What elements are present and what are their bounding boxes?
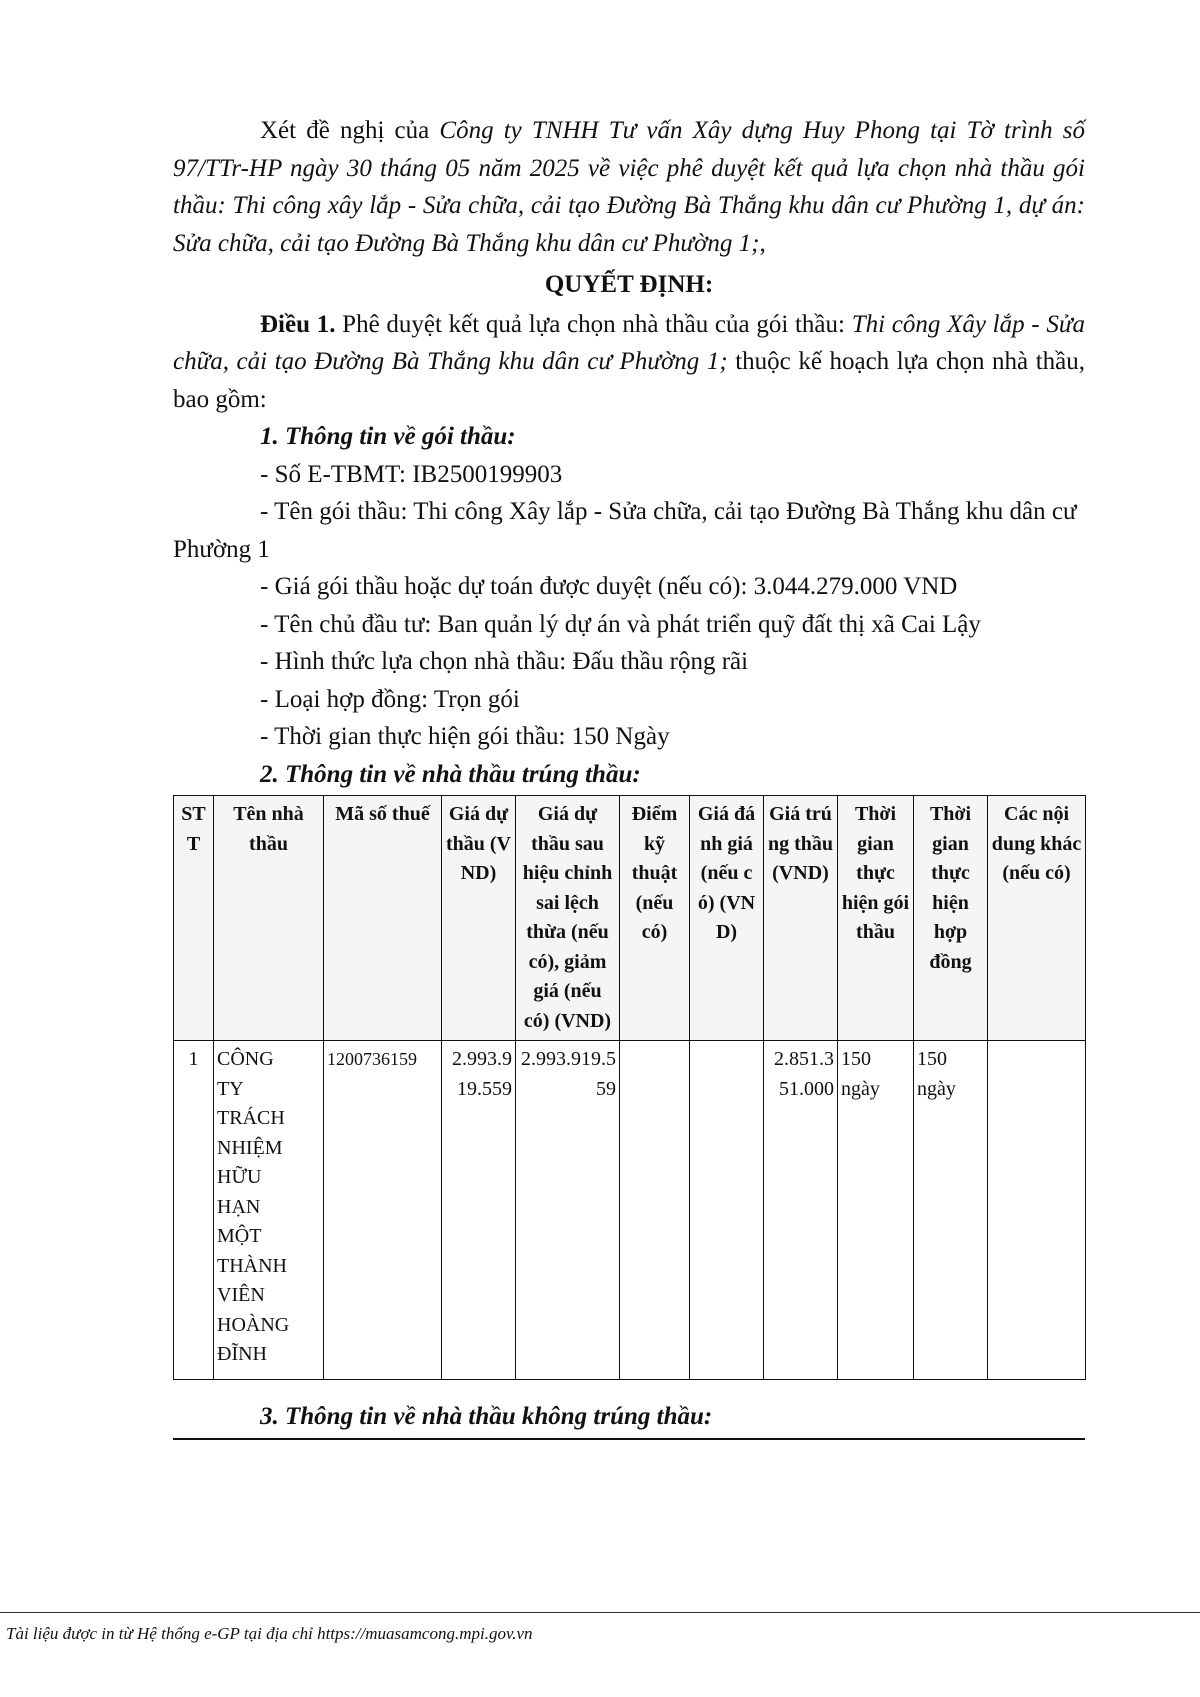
cell-name: CÔNG TY TRÁCH NHIỆM HỮU HẠN MỘT THÀNH VIÊN HOÀNG ĐĨNH xyxy=(214,1041,324,1380)
cell-stt: 1 xyxy=(174,1041,214,1380)
cell-bid: 2.993.919.559 xyxy=(442,1041,516,1380)
package-investor: - Tên chủ đầu tư: Ban quản lý dự án và phát triển quỹ đất thị xã Cai Lậy xyxy=(260,610,981,638)
intro-lead: Xét đề nghị của xyxy=(260,117,440,144)
col-stt: STT xyxy=(174,796,214,1041)
col-time-contract: Thời gian thực hiện hợp đồng xyxy=(914,796,988,1041)
winning-bidder-table xyxy=(173,795,1086,1380)
col-eval-price: Giá đánh giá (nếu có) (VND) xyxy=(690,796,764,1041)
col-tax: Mã số thuế xyxy=(324,796,442,1041)
package-duration: - Thời gian thực hiện gói thầu: 150 Ngày xyxy=(260,723,670,750)
package-etbmt: - Số E-TBMT: IB2500199903 xyxy=(260,460,563,488)
col-other: Các nội dung khác (nếu có) xyxy=(988,796,1086,1041)
col-time-package: Thời gian thực hiện gói thầu xyxy=(838,796,914,1041)
section-2-heading: 2. Thông tin về nhà thầu trúng thầu: xyxy=(260,760,641,788)
cell-bid-adjusted: 2.993.919.559 xyxy=(516,1041,620,1380)
col-bid-adjusted: Giá dự thầu sau hiệu chỉnh sai lệch thừa (nếu có), giảm giá (nếu có) (VND) xyxy=(516,796,620,1041)
footer-divider xyxy=(0,1612,1200,1613)
footer-note: Tài liệu được in từ Hệ thống e-GP tại địa chỉ https://muasamcong.mpi.gov.vn xyxy=(6,1624,533,1643)
intro-paragraph xyxy=(173,112,1085,262)
article-1-label: Điều 1. xyxy=(260,310,336,338)
col-bid: Giá dự thầu (VND) xyxy=(442,796,516,1041)
intro-tail: , xyxy=(759,229,766,257)
article-1-text1: Phê duyệt kết quả lựa chọn nhà thầu của gói thầu: xyxy=(335,310,852,338)
article-1-italic: Thi công Xây lắp - Sửa chữa, cải tạo Đường Bà Thắng khu dân cư Phường 1; xyxy=(173,310,1085,375)
cell-eval-price xyxy=(690,1041,764,1380)
cell-time-package: 150 ngày xyxy=(838,1041,914,1380)
package-price: - Giá gói thầu hoặc dự toán được duyệt (nếu có): 3.044.279.000 VND xyxy=(260,573,958,600)
col-win-price: Giá trúng thầu (VND) xyxy=(764,796,838,1041)
cell-tech-score xyxy=(620,1041,690,1380)
package-name: - Tên gói thầu: Thi công Xây lắp - Sửa chữa, cải tạo Đường Bà Thắng khu dân cư Phường 1 xyxy=(173,498,1077,563)
cell-other xyxy=(988,1041,1086,1380)
decision-title: QUYẾT ĐỊNH: xyxy=(544,271,714,298)
document-body xyxy=(173,112,1085,1440)
article-1-text2: thuộc kế hoạch lựa chọn nhà thầu, bao gồm: xyxy=(173,348,1085,413)
cell-win-price: 2.851.351.000 xyxy=(764,1041,838,1380)
article-1 xyxy=(173,306,1085,419)
section-3-heading: 3. Thông tin về nhà thầu không trúng thầu: xyxy=(173,1398,1085,1440)
package-contract-type: - Loại hợp đồng: Trọn gói xyxy=(260,685,520,713)
col-name: Tên nhà thầu xyxy=(214,796,324,1041)
table-header-row xyxy=(174,796,1086,1041)
intro-italic: Công ty TNHH Tư vấn Xây dựng Huy Phong tại Tờ trình số 97/TTr-HP ngày 30 tháng 05 năm 2025 về việc phê duyệt kết quả lựa chọn nhà thầu gói thầu: Thi công xây lắp - Sửa chữa, cải tạo Đường Bà Thắng khu dân cư Phường 1, dự án: Sửa chữa, cải tạo Đường Bà Thắng khu dân cư Phường 1; xyxy=(173,117,1085,257)
col-tech-score: Điểm kỹ thuật (nếu có) xyxy=(620,796,690,1041)
cell-tax: 1200736159 xyxy=(324,1041,442,1380)
section-1-heading: 1. Thông tin về gói thầu: xyxy=(260,423,516,450)
cell-time-contract: 150 ngày xyxy=(914,1041,988,1380)
package-selection-method: - Hình thức lựa chọn nhà thầu: Đấu thầu rộng rãi xyxy=(260,648,749,675)
table-row xyxy=(174,1041,1086,1380)
